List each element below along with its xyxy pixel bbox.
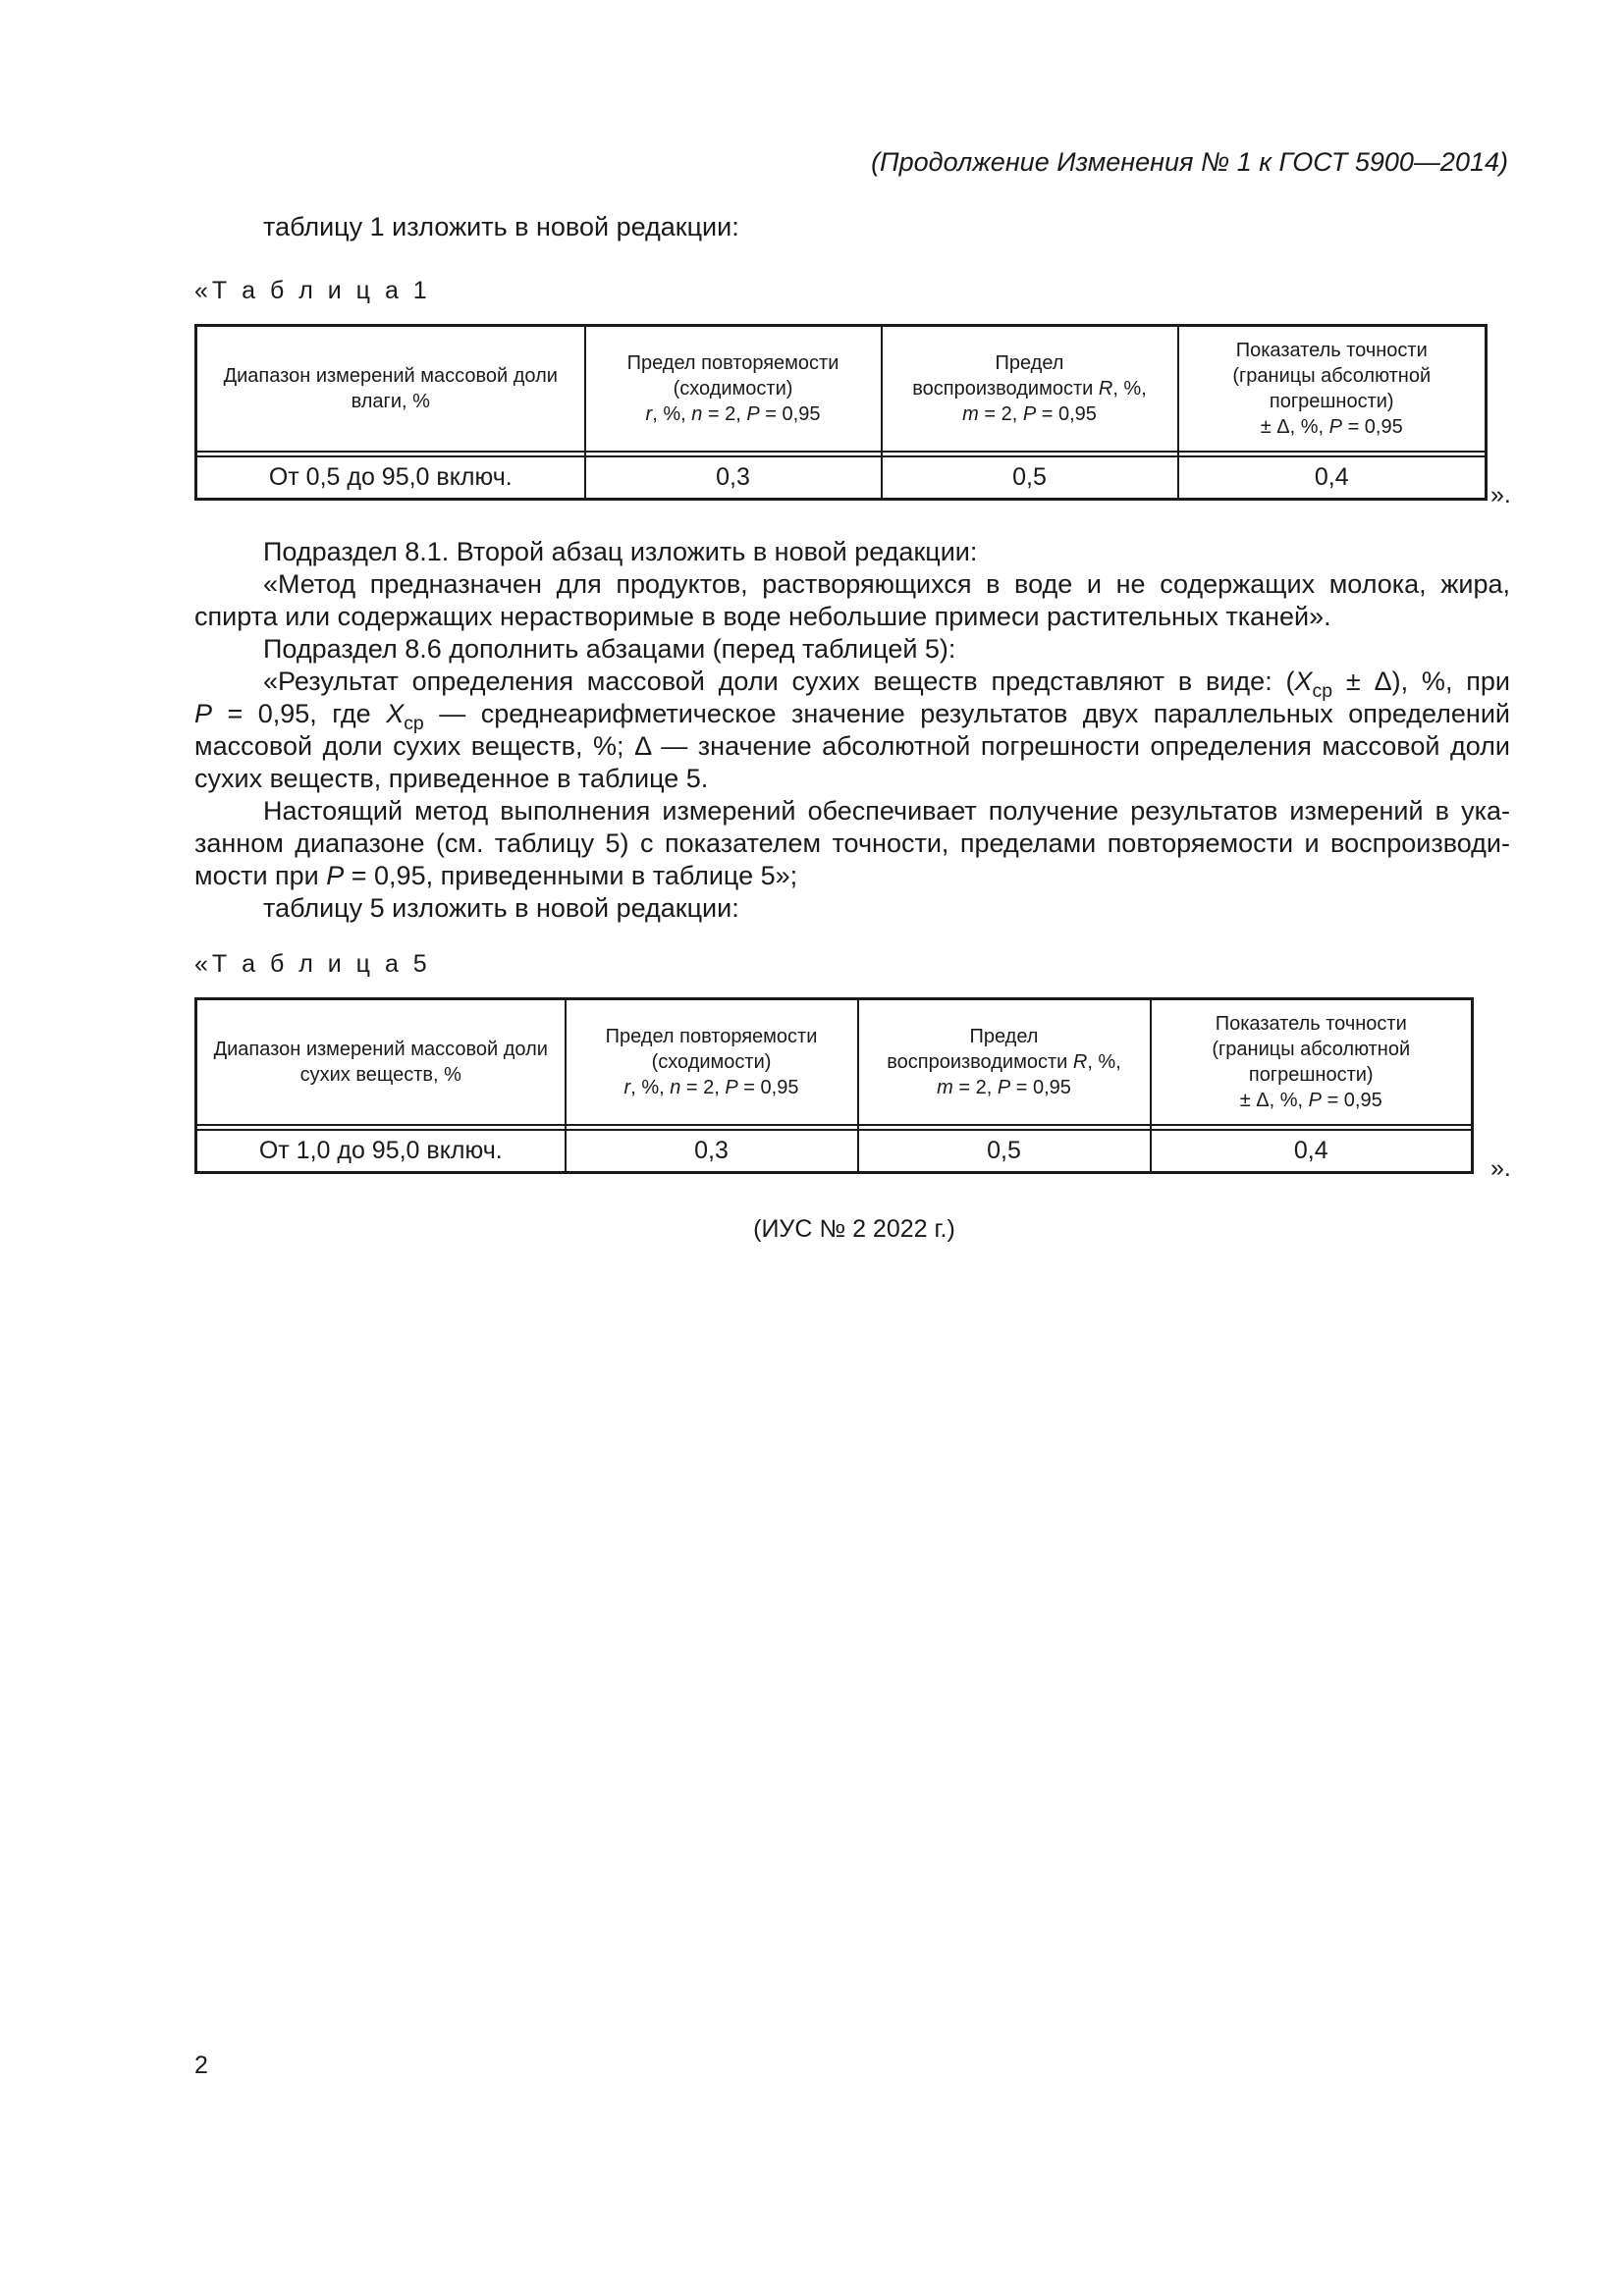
table5-closing-quote: ». <box>1490 1154 1511 1182</box>
table-row <box>196 1130 1473 1173</box>
table5-header-range: Диапазон измерений массовой доли сухих веществ, % <box>196 999 566 1125</box>
table5-cell-repeat: 0,3 <box>566 1130 858 1173</box>
table1-header-range: Диапазон измерений массовой доли влаги, % <box>196 326 585 452</box>
table1-cell-accuracy: 0,4 <box>1178 456 1487 500</box>
table1-cell-reprod: 0,5 <box>882 456 1178 500</box>
table5-caption: «Т а б л и ц а 5 <box>194 950 431 978</box>
table1-header-repeat: Предел повторяемости (сходимости) r, %, n = 2, P = 0,95 <box>585 326 882 452</box>
table5-cell-reprod: 0,5 <box>858 1130 1151 1173</box>
intro-paragraph: таблицу 1 изложить в новой редакции: <box>263 212 739 241</box>
result-paragraph: «Результат определения массовой доли сухих веществ представляют в виде: $(X_{ср} \pm \Delta)$, %, при P = 0,95, где $X_{ср}$ — среднеарифметическое значение результатов двух параллельных определений массовой доли сухих веществ, %; Δ — значение абсолютной погрешности определения массовой доли сухих веществ, приведенное в таблице 5. <box>194 667 1511 793</box>
paragraph-8-1: Подраздел 8.1. Второй абзац изложить в новой редакции: <box>263 537 978 566</box>
ius-reference: (ИУС № 2 2022 г.) <box>753 1215 955 1243</box>
table-row <box>196 456 1487 500</box>
running-header: (Продолжение Изменения № 1 к ГОСТ 5900—2014) <box>871 147 1508 177</box>
table1-cell-range: От 0,5 до 95,0 включ. <box>196 456 585 500</box>
table5-header-repeat: Предел повторяемости (сходимости) r, %, n = 2, P = 0,95 <box>566 999 858 1125</box>
table1-header-row <box>196 326 1487 452</box>
method-accuracy-paragraph: Настоящий метод выполнения измерений обеспечивает получение результатов измерений в ука- занном диапазоне (см. таблицу 5) с показателем точности, пределами повторяемости и воспроизводи- мости при P = 0,95, приведенными в таблице 5»; <box>194 796 1510 890</box>
table1-header-accuracy: Показатель точности (границы абсолютной погрешности) ± Δ, %, P = 0,95 <box>1178 326 1487 452</box>
table1-caption: «Т а б л и ц а 1 <box>194 277 431 304</box>
page-number: 2 <box>194 2052 208 2079</box>
method-paragraph: «Метод предназначен для продуктов, растворяющихся в воде и не содержащих молока, жира, спирта или содержащих нерастворимые в воде небольшие примеси растительных тканей». <box>194 569 1510 631</box>
table-5 <box>194 997 1474 1174</box>
table5-header-accuracy: Показатель точности (границы абсолютной погрешности) ± Δ, %, P = 0,95 <box>1151 999 1473 1125</box>
table5-cell-accuracy: 0,4 <box>1151 1130 1473 1173</box>
table1-closing-quote: ». <box>1490 481 1511 508</box>
paragraph-8-6: Подраздел 8.6 дополнить абзацами (перед таблицей 5): <box>263 634 956 664</box>
table5-cell-range: От 1,0 до 95,0 включ. <box>196 1130 566 1173</box>
table5-header-reprod: Предел воспроизводимости R, %, m = 2, P = 0,95 <box>858 999 1151 1125</box>
table5-intro: таблицу 5 изложить в новой редакции: <box>263 893 739 923</box>
table1-cell-repeat: 0,3 <box>585 456 882 500</box>
table-1 <box>194 324 1488 501</box>
table1-header-reprod: Предел воспроизводимости R, %, m = 2, P = 0,95 <box>882 326 1178 452</box>
table5-header-row <box>196 999 1473 1125</box>
